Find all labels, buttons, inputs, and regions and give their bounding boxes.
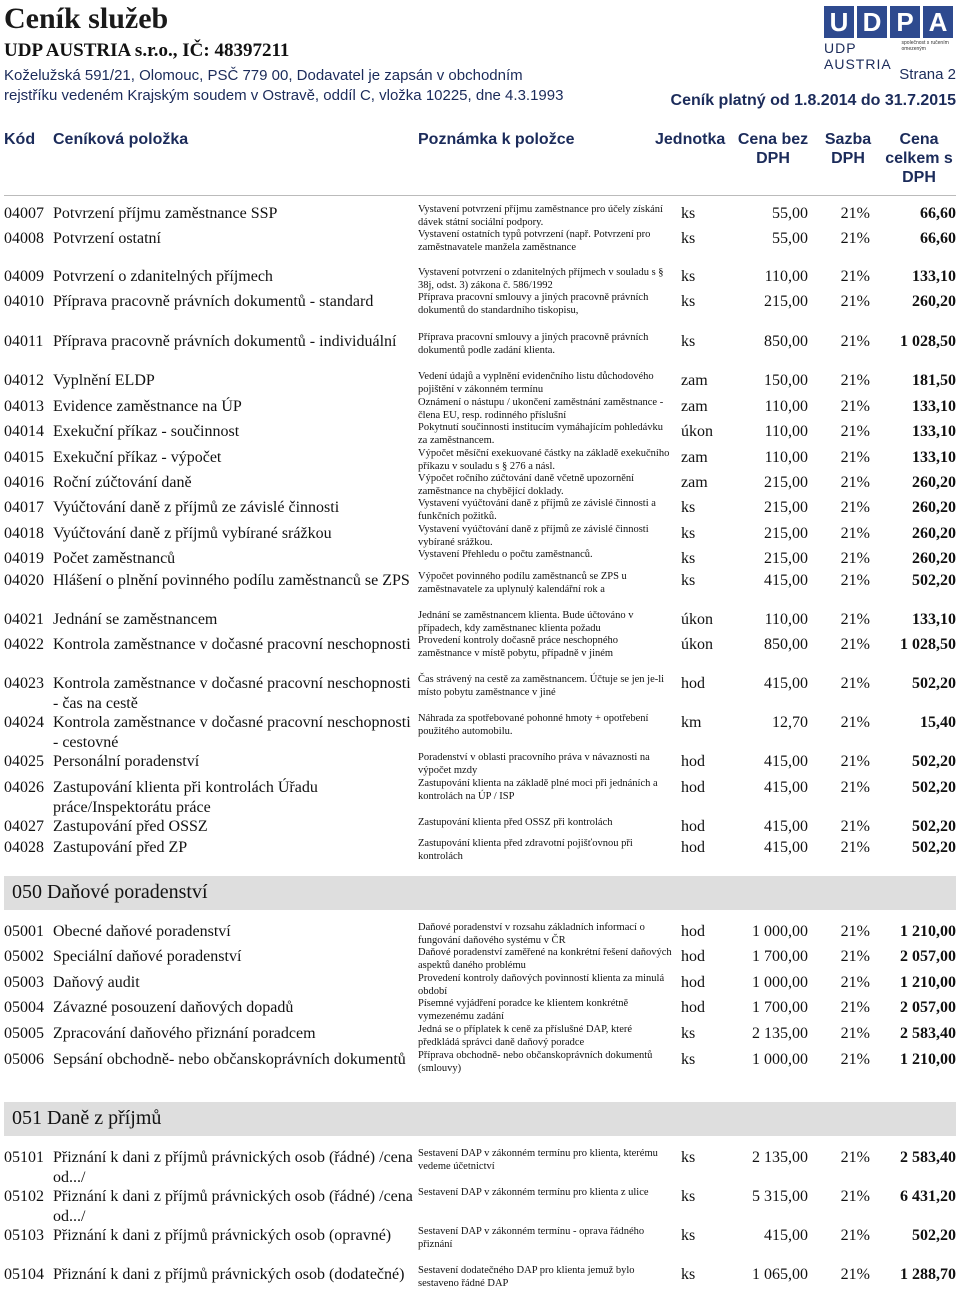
row-price-without-vat: 215,00 <box>764 550 808 567</box>
logo-letter: U <box>824 6 854 38</box>
row-price-with-vat: 133,10 <box>912 449 956 466</box>
row-note: Vystavení potvrzení příjmu zaměstnance pro účely získání dávek státní sociální podpory. <box>418 204 663 228</box>
row-price-with-vat: 502,20 <box>912 779 956 796</box>
logo-letter: D <box>857 6 887 38</box>
row-code: 04008 <box>4 230 44 247</box>
row-vat-rate: 21% <box>840 525 870 542</box>
row-code: 04013 <box>4 398 44 415</box>
row-unit: ks <box>681 230 696 247</box>
row-vat-rate: 21% <box>840 230 870 247</box>
row-price-with-vat: 502,20 <box>912 753 956 770</box>
row-code: 05103 <box>4 1227 44 1244</box>
row-code: 05003 <box>4 974 44 991</box>
row-code: 04023 <box>4 675 44 692</box>
row-item-name: Zpracování daňového přiznání poradcem <box>53 1025 316 1042</box>
row-note: Sestavení DAP v zákonném termínu - oprava řádného přiznání <box>418 1226 645 1250</box>
row-vat-rate: 21% <box>840 779 870 796</box>
row-vat-rate: 21% <box>840 1227 870 1244</box>
row-unit: ks <box>681 1188 696 1205</box>
row-vat-rate: 21% <box>840 1188 870 1205</box>
row-code: 05001 <box>4 923 44 940</box>
row-item-name: Přiznání k dani z příjmů právnických osob (řádné) /cena od.../ <box>53 1188 413 1225</box>
row-price-without-vat: 850,00 <box>764 333 808 350</box>
row-note: Oznámení o nástupu / ukončení zaměstnání zaměstnance - člena EU, resp. rodinného příslušní <box>418 397 664 421</box>
row-price-without-vat: 850,00 <box>764 636 808 653</box>
row-price-without-vat: 110,00 <box>764 268 808 285</box>
row-price-with-vat: 1 028,50 <box>900 333 956 350</box>
row-vat-rate: 21% <box>840 636 870 653</box>
column-header-item: Ceníková položka <box>53 131 189 148</box>
row-note: Jednání se zaměstnancem klienta. Bude účtováno v případech, kdy zaměstnanec klienta požadu <box>418 610 634 634</box>
row-note: Náhrada za spotřebované pohonné hmoty + opotřebení použitého automobilu. <box>418 713 649 737</box>
row-price-with-vat: 6 431,20 <box>900 1188 956 1205</box>
logo-name: UDP AUSTRIA <box>824 40 892 72</box>
row-code: 05101 <box>4 1149 44 1166</box>
row-price-without-vat: 55,00 <box>772 205 808 222</box>
row-note: Provedení kontroly dočasně práce neschopného zaměstnance v místě pobytu, případně v jiném <box>418 635 619 659</box>
row-code: 05005 <box>4 1025 44 1042</box>
row-item-name: Zastupování před OSSZ <box>53 818 208 835</box>
row-item-name: Exekuční příkaz - součinnost <box>53 423 240 440</box>
row-unit: ks <box>681 268 696 285</box>
logo-tagline: společnost s ručením omezeným <box>901 40 949 52</box>
row-price-with-vat: 66,60 <box>920 205 956 222</box>
row-item-name: Kontrola zaměstnance v dočasné pracovní neschopnosti - čas na cestě <box>53 675 411 712</box>
row-price-with-vat: 260,20 <box>912 474 956 491</box>
row-price-with-vat: 502,20 <box>912 1227 956 1244</box>
row-unit: ks <box>681 205 696 222</box>
column-header-vat: Sazba DPH <box>824 131 872 167</box>
row-note: Daňové poradenství v rozsahu základních informací o fungování daňového systému v ČR <box>418 922 645 946</box>
row-price-with-vat: 133,10 <box>912 398 956 415</box>
row-note: Výpočet měsíční exekuované částky na základě exekučního příkazu v souladu s § 276 a násl. <box>418 448 670 472</box>
row-note: Provedení kontroly daňových povinností klienta za minulá období <box>418 973 665 997</box>
row-item-name: Přiznání k dani z příjmů právnických osob (opravné) <box>53 1227 392 1244</box>
row-item-name: Roční zúčtování daně <box>53 474 192 491</box>
row-code: 04009 <box>4 268 44 285</box>
row-item-name: Vyúčtování daně z příjmů vybírané srážkou <box>53 525 332 542</box>
row-code: 04019 <box>4 550 44 567</box>
row-note: Sestavení dodatečného DAP pro klienta jemuž bylo sestaveno řádné DAP <box>418 1265 635 1289</box>
row-unit: zam <box>681 474 708 491</box>
row-price-with-vat: 1 210,00 <box>900 1051 956 1068</box>
row-vat-rate: 21% <box>840 839 870 856</box>
row-code: 04026 <box>4 779 44 796</box>
row-price-with-vat: 66,60 <box>920 230 956 247</box>
row-vat-rate: 21% <box>840 1051 870 1068</box>
row-price-without-vat: 415,00 <box>764 818 808 835</box>
row-note: Sestavení DAP v zákonném termínu pro klienta z ulice <box>418 1187 649 1198</box>
row-code: 04021 <box>4 611 44 628</box>
row-unit: ks <box>681 550 696 567</box>
row-item-name: Speciální daňové poradenství <box>53 948 242 965</box>
row-vat-rate: 21% <box>840 499 870 516</box>
row-code: 04024 <box>4 714 44 731</box>
row-item-name: Evidence zaměstnance na ÚP <box>53 398 242 415</box>
row-unit: úkon <box>681 423 713 440</box>
column-header-unit: Jednotka <box>655 131 726 148</box>
row-item-name: Personální poradenství <box>53 753 200 770</box>
row-vat-rate: 21% <box>840 611 870 628</box>
row-code: 05104 <box>4 1266 44 1283</box>
row-price-without-vat: 415,00 <box>764 839 808 856</box>
row-vat-rate: 21% <box>840 398 870 415</box>
row-price-without-vat: 150,00 <box>764 372 808 389</box>
row-code: 04018 <box>4 525 44 542</box>
row-code: 04012 <box>4 372 44 389</box>
row-unit: hod <box>681 779 705 796</box>
row-unit: ks <box>681 1149 696 1166</box>
row-note: Výpočet ročního zúčtování daně včetně upozornění zaměstnance na chybějící doklady. <box>418 473 635 497</box>
row-note: Příprava pracovní smlouvy a jiných pracovně právních dokumentů do standardního tiskopisu, <box>418 292 649 316</box>
row-price-with-vat: 2 057,00 <box>900 948 956 965</box>
row-code: 04017 <box>4 499 44 516</box>
row-item-name: Přiznání k dani z příjmů právnických osob (řádné) /cena od.../ <box>53 1149 413 1186</box>
row-item-name: Jednání se zaměstnancem <box>53 611 218 628</box>
row-price-without-vat: 5 315,00 <box>752 1188 808 1205</box>
row-price-with-vat: 181,50 <box>912 372 956 389</box>
row-unit: ks <box>681 572 696 589</box>
row-price-with-vat: 133,10 <box>912 611 956 628</box>
row-code: 04011 <box>4 333 44 350</box>
row-item-name: Sepsání obchodně- nebo občanskoprávních dokumentů <box>53 1051 406 1068</box>
row-code: 05006 <box>4 1051 44 1068</box>
row-price-without-vat: 1 000,00 <box>752 974 808 991</box>
row-unit: zam <box>681 372 708 389</box>
row-vat-rate: 21% <box>840 714 870 731</box>
row-vat-rate: 21% <box>840 474 870 491</box>
row-unit: ks <box>681 1227 696 1244</box>
row-price-with-vat: 2 057,00 <box>900 999 956 1016</box>
row-unit: ks <box>681 1051 696 1068</box>
row-unit: hod <box>681 753 705 770</box>
row-price-without-vat: 110,00 <box>764 423 808 440</box>
row-vat-rate: 21% <box>840 550 870 567</box>
row-note: Výpočet povinného podílu zaměstnanců se ZPS u zaměstnavatele za uplynulý kalendářní rok a <box>418 571 627 595</box>
row-note: Písemné vyjádření poradce ke klientem konkrétně vymezenému zadání <box>418 998 629 1022</box>
row-vat-rate: 21% <box>840 753 870 770</box>
logo-letter: A <box>923 6 953 38</box>
row-price-with-vat: 133,10 <box>912 268 956 285</box>
row-note: Jedná se o příplatek k ceně za příslušné DAP, které předkládá správci daně daňový poradce <box>418 1024 633 1048</box>
row-note: Zastupování klienta na základě plné moci při jednáních a kontrolách na ÚP / ISP <box>418 778 658 802</box>
logo-letter: P <box>890 6 920 38</box>
row-code: 05004 <box>4 999 44 1016</box>
row-code: 04022 <box>4 636 44 653</box>
row-vat-rate: 21% <box>840 1266 870 1283</box>
row-vat-rate: 21% <box>840 423 870 440</box>
row-item-name: Počet zaměstnanců <box>53 550 176 567</box>
row-price-with-vat: 502,20 <box>912 839 956 856</box>
row-vat-rate: 21% <box>840 449 870 466</box>
row-note: Vystavení vyúčtování daně z příjmů ze závislé činnosti a funkčních požitků. <box>418 498 656 522</box>
row-code: 04027 <box>4 818 44 835</box>
row-vat-rate: 21% <box>840 293 870 310</box>
row-unit: hod <box>681 675 705 692</box>
section-title: 050 Daňové poradenství <box>12 881 208 903</box>
row-price-without-vat: 1 700,00 <box>752 999 808 1016</box>
row-code: 05102 <box>4 1188 44 1205</box>
row-unit: úkon <box>681 636 713 653</box>
row-price-with-vat: 133,10 <box>912 423 956 440</box>
row-price-with-vat: 260,20 <box>912 550 956 567</box>
row-item-name: Závazné posouzení daňových dopadů <box>53 999 294 1016</box>
row-price-without-vat: 55,00 <box>772 230 808 247</box>
row-price-without-vat: 110,00 <box>764 398 808 415</box>
row-unit: ks <box>681 1266 696 1283</box>
row-price-with-vat: 260,20 <box>912 525 956 542</box>
row-vat-rate: 21% <box>840 818 870 835</box>
row-item-name: Příprava pracovně právních dokumentů - standard <box>53 293 374 310</box>
row-note: Vystavení vyúčtování daně z příjmů ze závislé činnosti vybírané srážkou. <box>418 524 649 548</box>
document-title: Ceník služeb <box>4 2 169 35</box>
row-unit: ks <box>681 525 696 542</box>
address-line-2: rejstříku vedeném Krajským soudem v Ostravě, oddíl C, vložka 10225, dne 4.3.1993 <box>4 87 564 104</box>
row-code: 04014 <box>4 423 44 440</box>
row-item-name: Daňový audit <box>53 974 140 991</box>
row-item-name: Potvrzení ostatní <box>53 230 161 247</box>
row-vat-rate: 21% <box>840 268 870 285</box>
row-price-without-vat: 1 700,00 <box>752 948 808 965</box>
row-note: Čas strávený na cestě za zaměstnancem. Účtuje se jen je-li místo pobytu zaměstnance v jiné <box>418 674 665 698</box>
row-price-with-vat: 2 583,40 <box>900 1149 956 1166</box>
row-unit: hod <box>681 948 705 965</box>
row-unit: zam <box>681 398 708 415</box>
row-note: Vystavení Přehledu o počtu zaměstnanců. <box>418 549 593 560</box>
row-item-name: Příprava pracovně právních dokumentů - individuální <box>53 333 397 350</box>
row-vat-rate: 21% <box>840 675 870 692</box>
row-code: 04016 <box>4 474 44 491</box>
row-vat-rate: 21% <box>840 999 870 1016</box>
row-price-without-vat: 110,00 <box>764 449 808 466</box>
row-unit: hod <box>681 999 705 1016</box>
row-price-without-vat: 110,00 <box>764 611 808 628</box>
row-unit: zam <box>681 449 708 466</box>
row-note: Vedení údajů a vyplnění evidenčního listu důchodového pojištění v zákonném termínu <box>418 371 654 395</box>
column-header-note: Poznámka k položce <box>418 131 575 148</box>
row-code: 04020 <box>4 572 44 589</box>
row-price-without-vat: 2 135,00 <box>752 1149 808 1166</box>
row-note: Příprava pracovní smlouvy a jiných pracovně právních dokumentů podle zadání klienta. <box>418 332 649 356</box>
row-vat-rate: 21% <box>840 372 870 389</box>
row-vat-rate: 21% <box>840 974 870 991</box>
row-code: 04025 <box>4 753 44 770</box>
row-item-name: Zastupování před ZP <box>53 839 188 856</box>
row-price-without-vat: 415,00 <box>764 572 808 589</box>
row-vat-rate: 21% <box>840 572 870 589</box>
row-unit: hod <box>681 839 705 856</box>
row-price-without-vat: 1 000,00 <box>752 1051 808 1068</box>
row-code: 04007 <box>4 205 44 222</box>
section-title: 051 Daně z příjmů <box>12 1107 162 1129</box>
row-unit: hod <box>681 818 705 835</box>
row-unit: ks <box>681 1025 696 1042</box>
row-item-name: Vyplnění ELDP <box>53 372 155 389</box>
row-note: Vystavení potvrzení o zdanitelných příjmech v souladu s § 38j, odst. 3) zákona č. 586/1992 <box>418 267 664 291</box>
row-price-without-vat: 415,00 <box>764 675 808 692</box>
row-note: Daňové poradenství zaměřené na konkrétní řešení daňových aspektů daného problému <box>418 947 672 971</box>
row-item-name: Obecné daňové poradenství <box>53 923 231 940</box>
row-vat-rate: 21% <box>840 1149 870 1166</box>
row-vat-rate: 21% <box>840 923 870 940</box>
row-note: Zastupování klienta před zdravotní pojišťovnou při kontrolách <box>418 838 633 862</box>
column-header-code: Kód <box>4 131 36 148</box>
row-price-without-vat: 215,00 <box>764 499 808 516</box>
row-price-with-vat: 2 583,40 <box>900 1025 956 1042</box>
page-number: Strana 2 <box>899 66 956 83</box>
row-price-with-vat: 1 210,00 <box>900 923 956 940</box>
row-price-with-vat: 502,20 <box>912 818 956 835</box>
row-unit: ks <box>681 333 696 350</box>
row-note: Poradenství v oblasti pracovního práva v návaznosti na výpočet mzdy <box>418 752 650 776</box>
row-code: 04015 <box>4 449 44 466</box>
company-name: UDP AUSTRIA s.r.o., IČ: 48397211 <box>4 40 290 61</box>
row-item-name: Kontrola zaměstnance v dočasné pracovní neschopnosti - cestovné <box>53 714 411 751</box>
row-code: 04028 <box>4 839 44 856</box>
row-price-without-vat: 415,00 <box>764 1227 808 1244</box>
row-unit: km <box>681 714 702 731</box>
row-note: Vystavení ostatních typů potvrzení (např. Potvrzení pro zaměstnavatele manžela zaměstnance <box>418 229 651 253</box>
row-price-without-vat: 2 135,00 <box>752 1025 808 1042</box>
row-vat-rate: 21% <box>840 948 870 965</box>
row-price-with-vat: 1 028,50 <box>900 636 956 653</box>
row-unit: ks <box>681 499 696 516</box>
row-price-with-vat: 502,20 <box>912 675 956 692</box>
row-price-with-vat: 15,40 <box>920 714 956 731</box>
row-vat-rate: 21% <box>840 1025 870 1042</box>
row-item-name: Potvrzení o zdanitelných příjmech <box>53 268 273 285</box>
validity-period: Ceník platný od 1.8.2014 do 31.7.2015 <box>670 92 956 109</box>
row-price-without-vat: 12,70 <box>772 714 808 731</box>
row-note: Zastupování klienta před OSSZ při kontrolách <box>418 817 613 828</box>
row-note: Sestavení DAP v zákonném termínu pro klienta, kterému vedeme účetnictví <box>418 1148 658 1172</box>
row-price-without-vat: 1 000,00 <box>752 923 808 940</box>
row-item-name: Přiznání k dani z příjmů právnických osob (dodatečné) <box>53 1266 405 1283</box>
row-vat-rate: 21% <box>840 333 870 350</box>
row-price-without-vat: 215,00 <box>764 293 808 310</box>
row-price-with-vat: 1 210,00 <box>900 974 956 991</box>
column-header-total: Cena celkem s DPH <box>885 131 953 186</box>
row-note: Příprava obchodně- nebo občanskoprávních dokumentů (smlouvy) <box>418 1050 653 1074</box>
row-price-without-vat: 215,00 <box>764 525 808 542</box>
row-note: Pokytnutí součinnosti institucím vymáhajícím pohledávku za zaměstnancem. <box>418 422 663 446</box>
row-item-name: Vyúčtování daně z příjmů ze závislé činnosti <box>53 499 340 516</box>
row-vat-rate: 21% <box>840 205 870 222</box>
row-price-with-vat: 502,20 <box>912 572 956 589</box>
column-header-price: Cena bez DPH <box>737 131 809 167</box>
row-item-name: Potvrzení příjmu zaměstnance SSP <box>53 205 278 222</box>
row-code: 04010 <box>4 293 44 310</box>
row-unit: úkon <box>681 611 713 628</box>
row-price-without-vat: 1 065,00 <box>752 1266 808 1283</box>
row-item-name: Zastupování klienta při kontrolách Úřadu práce/Inspektorátu práce <box>53 779 318 816</box>
row-unit: ks <box>681 293 696 310</box>
row-price-with-vat: 1 288,70 <box>900 1266 956 1283</box>
row-price-without-vat: 415,00 <box>764 779 808 796</box>
row-unit: hod <box>681 974 705 991</box>
address-line-1: Koželužská 591/21, Olomouc, PSČ 779 00, Dodavatel je zapsán v obchodním <box>4 67 523 84</box>
row-price-with-vat: 260,20 <box>912 499 956 516</box>
row-price-with-vat: 260,20 <box>912 293 956 310</box>
row-code: 05002 <box>4 948 44 965</box>
row-price-without-vat: 215,00 <box>764 474 808 491</box>
row-item-name: Kontrola zaměstnance v dočasné pracovní neschopnosti <box>53 636 411 653</box>
row-item-name: Hlášení o plnění povinného podílu zaměstnanců se ZPS <box>53 572 410 589</box>
row-unit: hod <box>681 923 705 940</box>
row-price-without-vat: 415,00 <box>764 753 808 770</box>
row-item-name: Exekuční příkaz - výpočet <box>53 449 222 466</box>
